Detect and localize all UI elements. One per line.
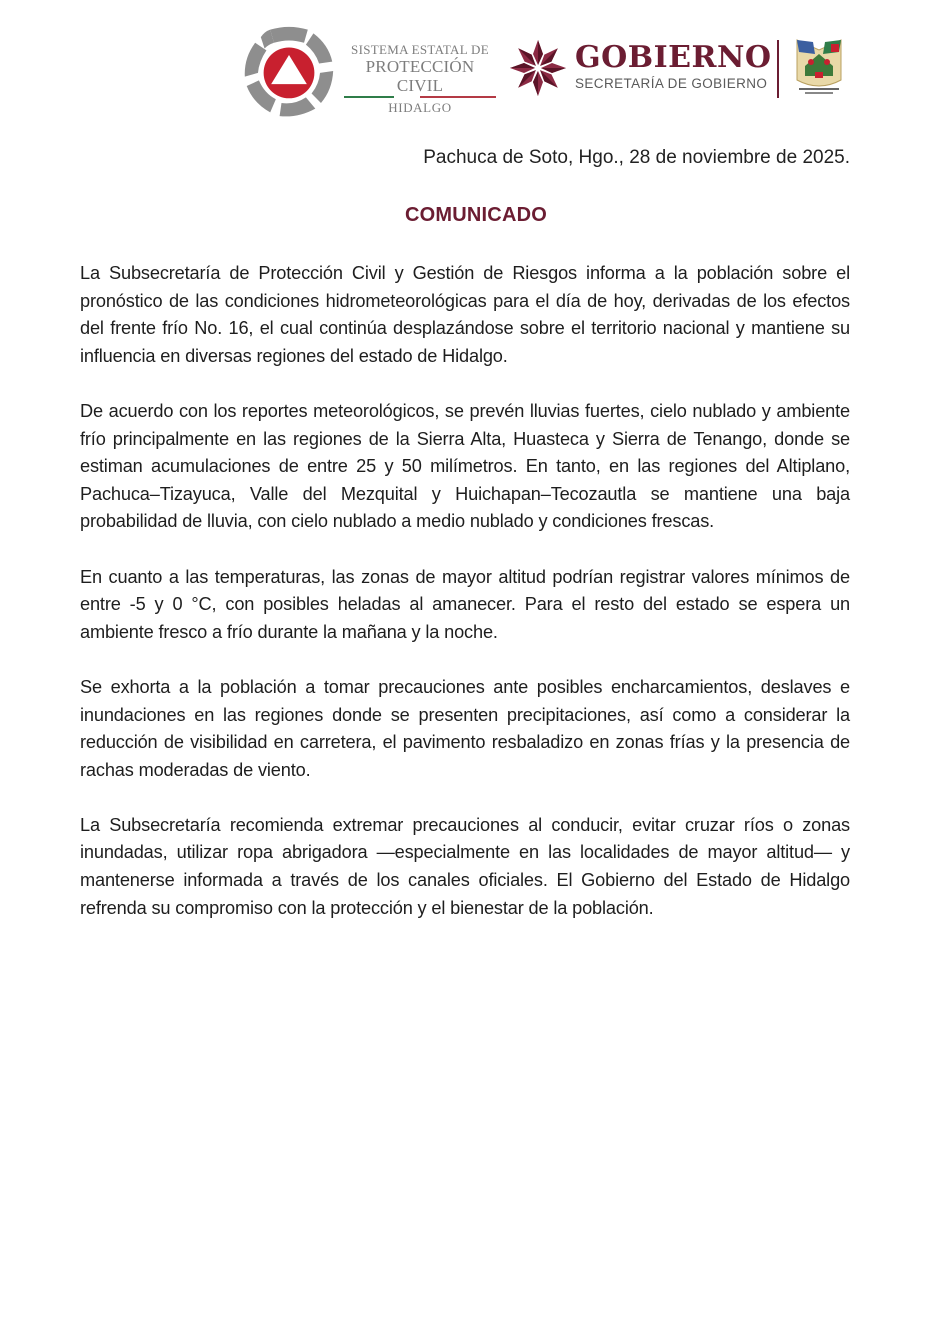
letterhead <box>240 22 860 122</box>
document-title: COMUNICADO <box>405 204 547 226</box>
paragraph-2: De acuerdo con los reportes meteorológicos, se prevén lluvias fuertes, cielo nublado y ambiente frío principalmente en las regiones de la Sierra Alta, Huasteca y Sierra de Tenango, donde se estiman acumulaciones de entre 25 y 50 milímetros. En tanto, en las regiones del Altiplano, Pachuca–Tizayuca, Valle del Mezquital y Huichapan–Tecozautla se mantiene una baja probabilidad de lluvia, con cielo nublado a medio nublado y condiciones frescas. <box>80 400 850 532</box>
document-body <box>80 260 850 950</box>
paragraph-1: La Subsecretaría de Protección Civil y Gestión de Riesgos informa a la población sobre el pronóstico de las condiciones hidrometeorológicas para el día de hoy, derivadas de los efectos del frente frío No. 16, el cual continúa desplazándose sobre el territorio nacional y mantiene su influencia en diversas regiones del estado de Hidalgo. <box>80 263 850 366</box>
pc-line-2: PROTECCIÓN CIVIL <box>365 57 475 95</box>
proteccion-civil-wordmark <box>344 42 496 115</box>
pc-line-1: SISTEMA ESTATAL DE <box>351 42 489 57</box>
paragraph-4: Se exhorta a la población a tomar precauciones ante posibles encharcamientos, deslaves e inundaciones en las regiones donde se presenten precipitaciones, así como a considerar la reducción de visibilidad en carretera, el pavimento resbaladizo en zonas frías y la presencia de rachas moderadas de viento. <box>80 676 850 780</box>
tricolor-rule <box>344 96 496 98</box>
hidalgo-star-emblem-icon <box>508 38 568 98</box>
paragraph-5: La Subsecretaría recomienda extremar precauciones al conducir, evitar cruzar ríos o zonas inundadas, utilizar ropa abrigadora —especialmente en las localidades de mayor altitud— y mantenerse informada a través de los canales oficiales. El Gobierno del Estado de Hidalgo refrenda su compromiso con la protección y el bienestar de la población. <box>80 814 850 918</box>
pc-line-3: HIDALGO <box>388 100 452 115</box>
hidalgo-coat-of-arms-icon <box>793 36 845 98</box>
gobierno-wordmark <box>575 42 772 91</box>
paragraph-3: En cuanto a las temperaturas, las zonas de mayor altitud podrían registrar valores mínimos de entre -5 y 0 °C, con posibles heladas al amanecer. Para el resto del estado se espera un ambiente fresco a frío durante la mañana y la noche. <box>80 566 850 642</box>
gobierno-title: GOBIERNO <box>575 40 772 75</box>
logo-divider <box>777 40 779 98</box>
gobierno-subtitle: SECRETARÍA DE GOBIERNO <box>575 76 768 91</box>
proteccion-civil-emblem-icon <box>242 24 336 118</box>
date-line: Pachuca de Soto, Hgo., 28 de noviembre de 2025. <box>423 147 850 168</box>
